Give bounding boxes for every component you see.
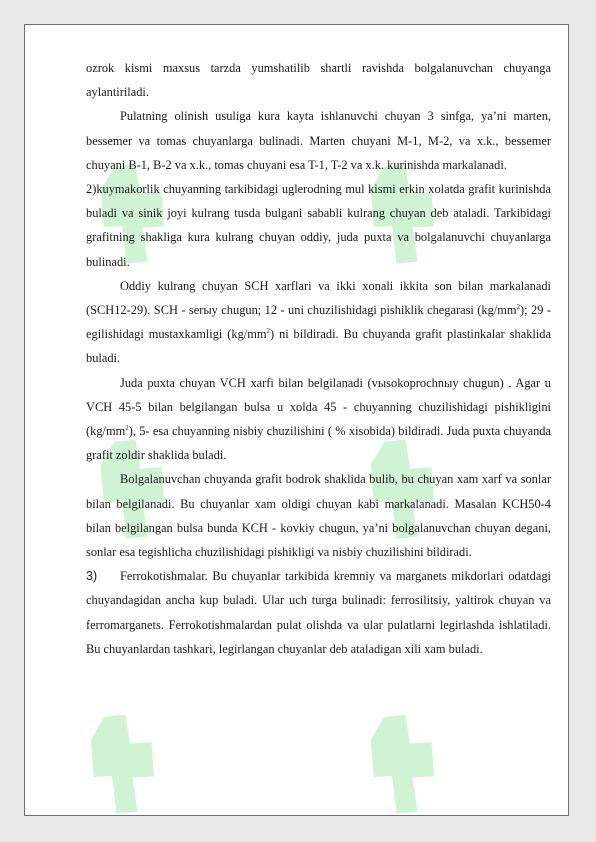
- document-page: [24, 24, 569, 816]
- text-span: Ferrokotishmalar. Bu chuyanlar tarkibida kremniy va marganets mikdorlari odatdagi chuyandagidan ancha kup buladi. Ular uch turga bulinadi: ferrosilitsiy, yaltirok chuyan va ferromarganets. Ferrokotishmalardan pulat olishda va ular pulatlarni legirlashda ishlatiladi. Bu chuyanlardan tashkari, legirlangan chuyanlar deb ataladigan xili xam buladi.: [86, 569, 551, 656]
- list-number: 3): [86, 569, 98, 584]
- paragraph-continuation: ozrok kismi maxsus tarzda yumshatilib shartli ravishda bolgalanuvchan chuyanga aylantiriladi.: [86, 61, 551, 100]
- text-span: ), 5- esa chuyanning nisbiy chuzilishini ( % xisobida) bildiradi. Juda puxta chuyanda grafit zoldir shaklida buladi.: [86, 424, 551, 463]
- superscript: 2: [125, 423, 129, 432]
- superscript: 2: [516, 302, 521, 311]
- document-body: [86, 56, 551, 661]
- text-span: Oddiy kulrang chuyan SCH xarflari va ikki xonali ikkita son bilan markalanadi (SCH12-29). SCH - serыy chugun; 12 - uni chuzilishidagi pishiklik chegarasi (kg/mm: [86, 278, 551, 318]
- paragraph-foundry-iron: 2)kuymakorlik chuyanning tarkibidagi uglerodning mul kismi erkin xolatda grafit kurinishda buladi va sinik joyi kulrang tusda bulgani sababli kulrang chuyan deb ataladi. Tarkibidagi grafitning shakliga kura kulrang chuyan oddiy, juda puxta va bolgalanuvchi chuyanlarga bulinadi.: [86, 182, 551, 269]
- text-span: ) ni bildiradi. Bu chuyanda grafit plastinkalar shaklida buladi.: [86, 327, 551, 366]
- text-span: ); 29 - egilishidagi mustaxkamligi (kg/mm: [86, 303, 551, 342]
- paragraph-pig-iron-classes: Pulatning olinish usuliga kura kayta ishlanuvchi chuyan 3 sinfga, ya’ni marten, bessemer va tomas chuyanlarga bulinadi. Marten chuyani M-1, M-2, va x.k., bessemer chuyani B-1, B-2 va x.k., tomas chuyani esa T-1, T-2 va x.k. kurinishda markalanadi.: [86, 109, 551, 172]
- paragraph-malleable-iron: Bolgalanuvchan chuyanda grafit bodrok shaklida bulib, bu chuyan xam xarf va sonlar bilan belgilanadi. Bu chuyanlar xam oldigi chuyan kabi markalanadi. Masalan KCH50-4 bilan belgilangan bulsa bunda KCH - kovkiy chugun, ya’ni bolgalanuvchan chuyan degani, sonlar esa tegishlicha chuzilishidagi pishikligi va nisbiy chuzilishini bildiradi.: [86, 472, 551, 560]
- watermark-logo-icon: [365, 705, 455, 815]
- superscript: 2: [266, 327, 270, 336]
- paragraph-ferroalloys: [86, 564, 551, 661]
- paragraph-gray-iron: [86, 274, 551, 371]
- paragraph-high-strength-iron: [86, 371, 551, 468]
- text-span: Juda puxta chuyan VCH xarfi bilan belgilanadi (vыsokoprochnыy chugun) . Agar u VCH 45-5 bilan belgilangan bulsa u xolda 45 - chuyanning chuzilishidagi pishikligini (kg/mm: [86, 375, 551, 439]
- watermark-logo-icon: [85, 705, 175, 815]
